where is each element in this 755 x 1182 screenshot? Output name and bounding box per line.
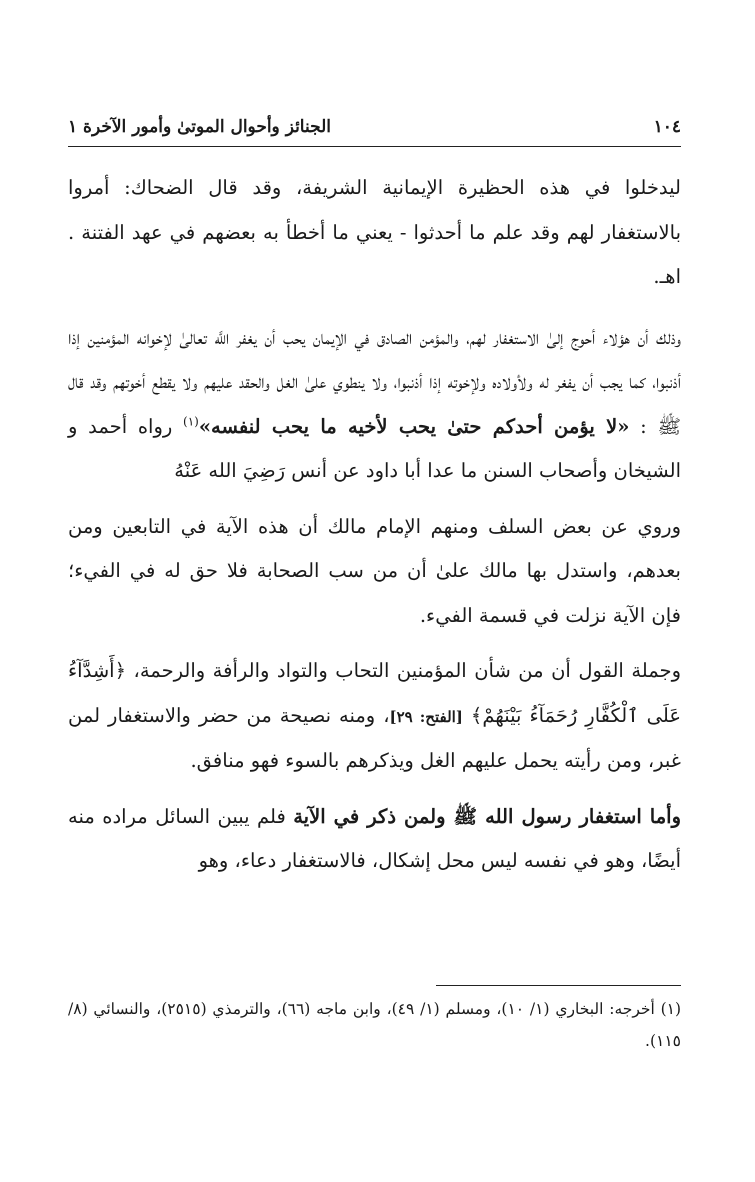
footnote-divider [436,985,681,986]
footnote-marker: (١) [183,414,199,428]
footnotes [68,993,681,1057]
page-header [68,108,681,146]
hadith-quote: «لا يؤمن أحدكم حتىٰ يحب لأخيه ما يحب لنفسه» [198,414,630,438]
paragraph-2 [68,316,681,494]
paragraph-3: وروي عن بعض السلف ومنهم الإمام مالك أن هذه الآية في التابعين ومن بعدهم، واستدل بها مالك علىٰ أن من سب الصحابة فلا حق له في الفيء؛ فإن الآية نزلت في قسمة الفيء. [68,514,681,627]
running-title: الجنائز وأحوال الموتىٰ وأمور الآخرة ١ [68,117,331,137]
header-divider [68,146,681,147]
hadith-source: رواه أحمد و الشيخان وأصحاب السنن ما عدا أبا داود عن أنس رَضِيَ الله عَنْهُ [68,414,681,482]
paragraph-4-rest: ، ومنه نصيحة من حضر والاستغفار لمن غبر، ومن رأيته يحمل عليهم الغل ويذكرهم بالسوء فهو منافق. [68,703,681,772]
page-number: ١٠٤ [653,117,681,137]
paragraph-5-rest: فلم يبين السائل مراده منه أيضًا، وهو في نفسه ليس محل إشكال، فالاستغفار دعاء، وهو [68,804,681,872]
paragraph-5 [68,795,681,884]
quran-verse: ﴿أَشِدَّآءُ عَلَى ٱلْكُفَّارِ رُحَمَآءُ بَيْنَهُمْ﴾ [68,659,681,727]
paragraph-5-lead: وأما استغفار رسول الله ﷺ ولمن ذكر في الآية [293,804,681,828]
paragraph-4-intro: وجملة القول أن من شأن المؤمنين التحاب والتواد والرأفة والرحمة، [133,659,682,682]
paragraph-2-intro: وذلك أن هؤلاء أحوج إلىٰ الاستغفار لهم، والمؤمن الصادق في الإيمان يحب أن يغفر اللَّه تعالىٰ لإخوانه المؤمنين إذا أذنبوا، كما يجب أن يفغر له ولأولاده ولإخوته إذا أذنبوا، ولا ينطوي علىٰ الغل والحقد عليهم ولا يقطع أخوتهم وقد قال ﷺ : [68,325,682,438]
footnote-1: (١) أخرجه: البخاري (١/ ١٠)، ومسلم (١/ ٤٩)، وابن ماجه (٦٦)، والترمذي (٢٥١٥)، والنسائي (٨/ ١١٥). [68,1000,682,1050]
verse-reference: [الفتح: ٢٩] [389,707,463,726]
paragraph-4 [68,649,681,784]
main-text [68,166,681,884]
paragraph-1: ليدخلوا في هذه الحظيرة الإيمانية الشريفة، وقد قال الضحاك: أمروا بالاستغفار لهم وقد علم ما أحدثوا - يعني ما أخطأ به بعضهم في عهد الفتنة . اهـ. [68,176,681,288]
